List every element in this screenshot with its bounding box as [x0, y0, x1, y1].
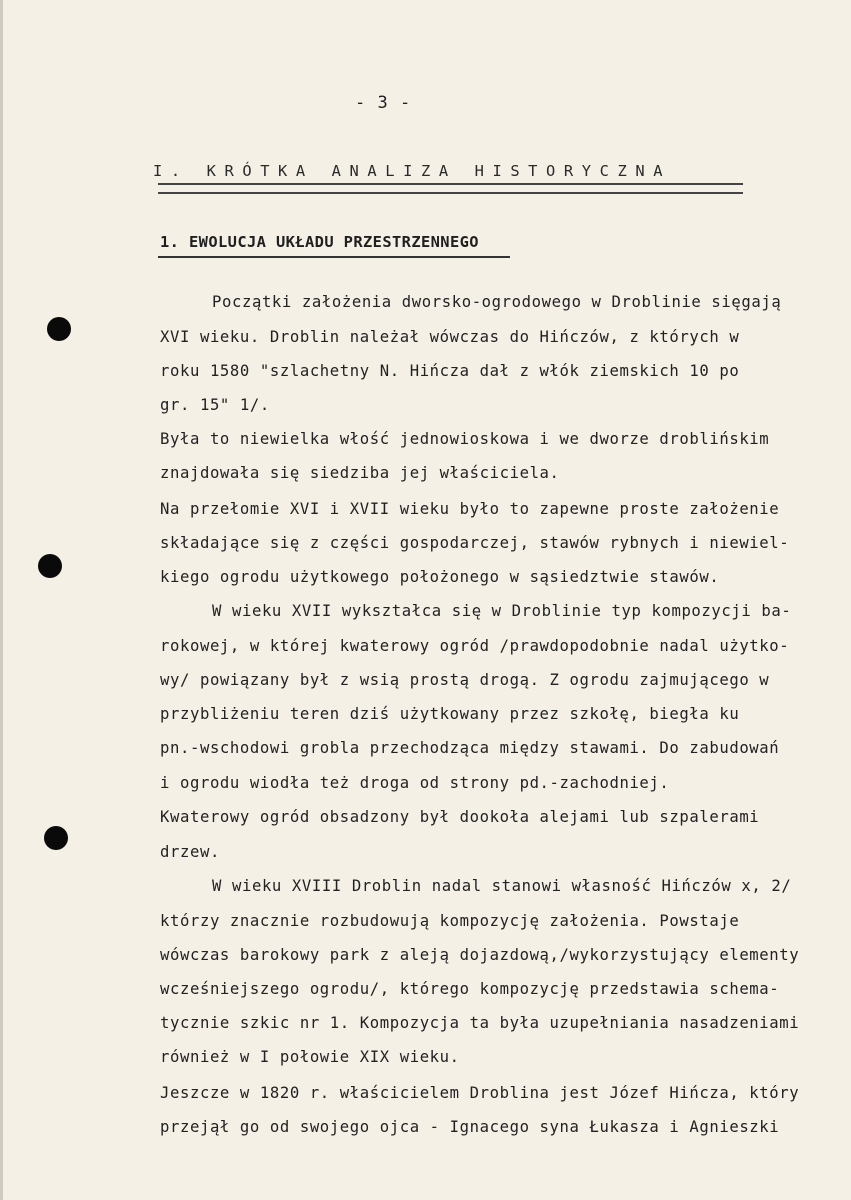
body-line: przybliżeniu teren dziś użytkowany przez szkołę, biegła ku — [160, 705, 740, 723]
body-line: wy/ powiązany był z wsią prostą drogą. Z ogrodu zajmującego w — [160, 671, 770, 689]
body-line: wcześniejszego ogrodu/, którego kompozycję przedstawia schema- — [160, 980, 780, 998]
body-line: XVI wieku. Droblin należał wówczas do Hińczów, z których w — [160, 328, 740, 346]
punch-hole-middle — [38, 554, 62, 578]
body-line: przejął go od swojego ojca - Ignacego syna Łukasza i Agnieszki — [160, 1118, 780, 1136]
page-number: - 3 - — [355, 93, 412, 113]
body-line: znajdowała się siedziba jej właściciela. — [160, 464, 560, 482]
body-line: W wieku XVIII Droblin nadal stanowi własność Hińczów x, 2/ — [212, 877, 792, 895]
body-line: drzew. — [160, 843, 220, 861]
body-line: i ogrodu wiodła też droga od strony pd.-zachodniej. — [160, 774, 670, 792]
punch-hole-top — [47, 317, 71, 341]
subsection-title-underline — [158, 256, 510, 258]
body-line: składające się z części gospodarczej, stawów rybnych i niewiel- — [160, 534, 790, 552]
body-line: kiego ogrodu użytkowego położonego w sąsiedztwie stawów. — [160, 568, 720, 586]
body-line: którzy znacznie rozbudowują kompozycję założenia. Powstaje — [160, 912, 740, 930]
body-line: tycznie szkic nr 1. Kompozycja ta była uzupełniania nasadzeniami — [160, 1014, 800, 1032]
body-line: również w I połowie XIX wieku. — [160, 1048, 460, 1066]
body-line: Była to niewielka włość jednowioskowa i we dworze droblińskim — [160, 430, 770, 448]
body-line: roku 1580 "szlachetny N. Hińcza dał z włók ziemskich 10 po — [160, 362, 740, 380]
body-line: Na przełomie XVI i XVII wieku było to zapewne proste założenie — [160, 500, 780, 518]
body-line: Jeszcze w 1820 r. właścicielem Droblina jest Józef Hińcza, który — [160, 1084, 800, 1102]
body-line: Kwaterowy ogród obsadzony był dookoła alejami lub szpalerami — [160, 808, 760, 826]
body-line: rokowej, w której kwaterowy ogród /prawdopodobnie nadal użytko- — [160, 637, 790, 655]
section-title: I. KRÓTKA ANALIZA HISTORYCZNA — [153, 162, 672, 180]
subsection-title: 1. EWOLUCJA UKŁADU PRZESTRZENNEGO — [160, 233, 479, 251]
body-line: wówczas barokowy park z aleją dojazdową,/wykorzystujący elementy — [160, 946, 800, 964]
body-line: W wieku XVII wykształca się w Droblinie typ kompozycji ba- — [212, 602, 792, 620]
body-line: pn.-wschodowi grobla przechodząca między stawami. Do zabudowań — [160, 739, 780, 757]
section-title-double-rule — [158, 183, 743, 194]
punch-hole-bottom — [44, 826, 68, 850]
body-line: gr. 15" 1/. — [160, 396, 270, 414]
body-line: Początki założenia dworsko-ogrodowego w Droblinie sięgają — [212, 293, 782, 311]
